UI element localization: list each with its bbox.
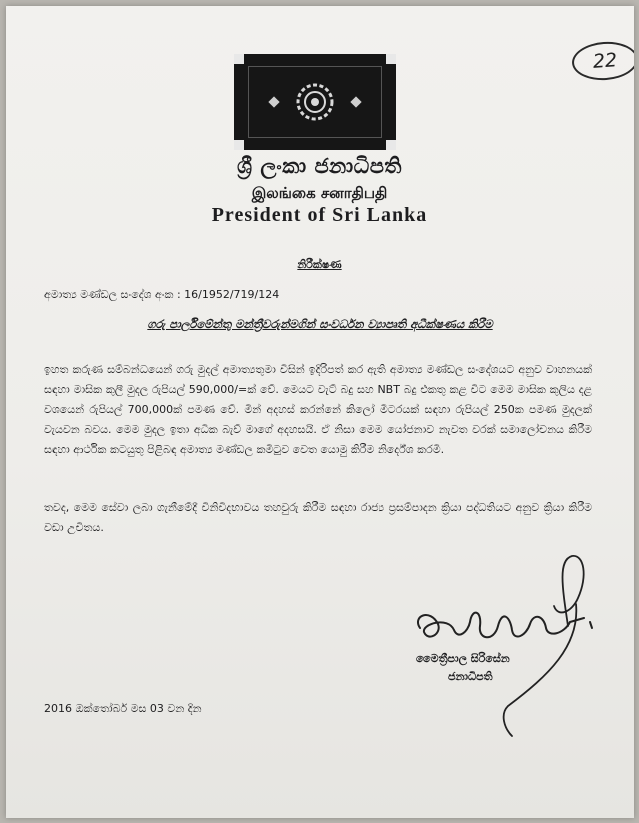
letterhead-english: President of Sri Lanka [211, 204, 428, 226]
document-page [6, 6, 634, 818]
signatory-title: ජනාධිපති [448, 670, 493, 683]
signatory-name: මෛත්‍රීපාල සිරිසේන [416, 652, 510, 665]
subject-line: ගරු පාර්ලිමේන්තු මන්ත්‍රීවරුන්මගින් සංවර්ධන ව්‍යාපෘති අධීක්ෂණය කිරීම [147, 317, 493, 331]
body-paragraph: තවද, මෙම සේවා ලබා ගැනීමේදී විනිවිදභාවය තහවුරු කිරීම සඳහා රාජ්‍ය ප්‍රසම්පාදන ක්‍රියා පද්ධතියට අනුව ක්‍රියා කිරීම වඩා උචිතය. [44, 501, 592, 534]
handwritten-signature [408, 546, 598, 746]
letterhead-sinhala: ශ්‍රී ලංකා ජනාධිපති [237, 154, 402, 178]
page-number: 22 [592, 49, 618, 73]
document-date: 2016 ඔක්තෝබර් මස 03 වන දින [44, 702, 202, 715]
cabinet-reference: අමාත්‍ය මණ්ඩල සංදේශ අංක : 16/1952/719/124 [44, 288, 280, 301]
letterhead-tamil: இலங்கை சனாதிபதி [251, 184, 388, 202]
body-paragraph: ඉහත කරුණ සම්බන්ධයෙන් ගරු මුදල් අමාත්‍යතුමා විසින් ඉදිරිපත් කර ඇති අමාත්‍ය මණ්ඩල සංදේශයට අනුව වාහනයක් සඳහා මාසික කුලී මුදල රුපියල් 590,000/=ක් වේ. මෙයට වැට් බදු සහ NBT බදු එකතු කළ විට මෙම මාසික කුලිය දළ වශයෙන් රුපියල් 700,000ක් පමණ වේ. මින් අදහස් කරන්නේ කිලෝ මීටරයක් සඳහා රුපියල් 250ක පමණ මුදලක් වැයවන බවය. මෙම මුදල ඉතා අධික බැව් මාගේ අදහසයි. ඒ නිසා මෙම යෝජනාව නැවත වරක් සමාලෝචනය කිරීම සඳහා ආර්ථික කටයුතු පිළිබඳ අමාත්‍ය මණ්ඩල කමිටුව වෙත යොමු කිරීම නිර්දේශ කරමි. [44, 363, 592, 456]
presidential-emblem-icon [234, 54, 396, 150]
document-heading: නිරීක්ෂණ [297, 258, 342, 271]
page-number-stamp [571, 40, 634, 83]
